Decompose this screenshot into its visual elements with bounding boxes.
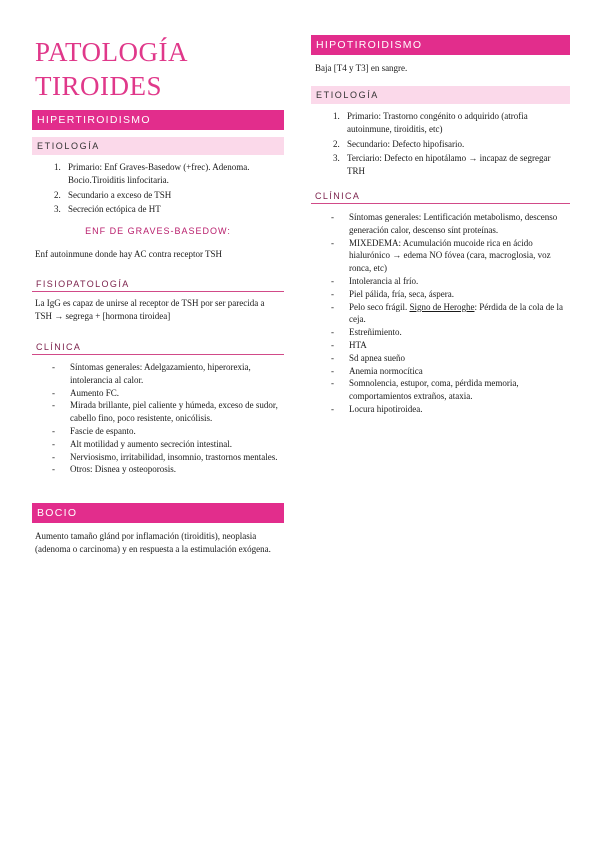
list-item: - Estreñimiento. — [331, 327, 402, 338]
list-item: - Fascie de espanto. — [52, 425, 136, 436]
list-item: - Alt motilidad y aumento secreción intestinal. — [52, 438, 232, 449]
list-item: - Piel pálida, fría, seca, áspera. — [331, 288, 454, 299]
list-item: - Nerviosismo, irritabilidad, insomnio, trastornos mentales. — [52, 451, 278, 462]
list-item: - HTA — [331, 339, 367, 350]
section-heading-bocio: BOCIO — [32, 503, 284, 523]
subheading-clinica-hiper: CLÍNICA — [32, 340, 284, 355]
hipotiroidismo-intro: Baja [T4 y T3] en sangre. — [315, 63, 408, 73]
list-item: - Otros: Disnea y osteoporosis. — [52, 464, 176, 475]
list-item: 2. Secundario a exceso de TSH — [54, 189, 172, 200]
clinica-hiper-list — [32, 361, 284, 476]
subheading-fisiopatologia: FISIOPATOLOGÍA — [32, 277, 284, 292]
fisiopatologia-text: La IgG es capaz de unirse al receptor de TSH por ser parecida a TSH → segrega + [hormona tiroidea] — [35, 298, 265, 321]
list-item: 3. Secreción ectópica de HT — [54, 204, 161, 215]
list-item: - MIXEDEMA: Acumulación mucoide rica en ácido hialurónico → edema NO fóvea (cara, macroglosia, voz ronca, etc) — [331, 237, 551, 274]
list-item: - Pelo seco frágil. Signo de Heroghe: Pérdida de la cola de la ceja. — [331, 301, 563, 325]
page-title-line1: PATOLOGÍA — [35, 37, 189, 67]
page-title — [35, 35, 188, 103]
list-item: 3. Terciario: Defecto en hipotálamo → incapaz de segregar TRH — [333, 153, 551, 177]
clinica-hipo-list — [311, 211, 564, 416]
etiologia-hiper-list — [32, 161, 284, 216]
signo-heroghe-link: Signo de Heroghe — [409, 301, 475, 312]
list-item: - Síntomas generales: Adelgazamiento, hiperorexia, intolerancia al calor. — [52, 362, 251, 385]
section-heading-hipotiroidismo: HIPOTIROIDISMO — [311, 35, 570, 55]
list-item: 2. Secundario: Defecto hipofisario. — [333, 138, 465, 149]
list-item: 1. Primario: Enf Graves-Basedow (+frec). Adenoma. Bocio.Tiroiditis linfocitaria. — [54, 162, 250, 185]
subheading-etiologia-hipo: ETIOLOGÍA — [311, 86, 570, 104]
graves-heading: ENF DE GRAVES-BASEDOW: — [85, 226, 231, 236]
list-item: - Anemia normocítica — [331, 365, 423, 376]
list-item: - Mirada brillante, piel caliente y húmeda, exceso de sudor, cabello fino, poco resistente, onicólisis. — [52, 400, 278, 424]
bocio-text: Aumento tamaño glánd por inflamación (tiroiditis), neoplasia (adenoma o carcinoma) y en respuesta a la estimulación exógena. — [35, 531, 271, 554]
list-item: - Intolerancia al frío. — [331, 275, 419, 286]
section-heading-hipertiroidismo: HIPERTIROIDISMO — [32, 110, 284, 130]
graves-text: Enf autoinmune donde hay AC contra receptor TSH — [35, 249, 223, 259]
subheading-etiologia-hiper: ETIOLOGÍA — [32, 137, 284, 155]
etiologia-hipo-list — [311, 110, 557, 178]
list-item: - Síntomas generales: Lentificación metabolismo, descenso generación calor, descenso sínt proteínas. — [331, 212, 558, 235]
subheading-clinica-hipo: CLÍNICA — [311, 189, 570, 204]
list-item: 1. Primario: Trastorno congénito o adquirido (atrofia autoinmune, tiroiditis, etc) — [333, 111, 528, 134]
list-item: - Aumento FC. — [52, 387, 120, 398]
page-title-line2: TIROIDES — [35, 71, 162, 101]
list-item: - Somnolencia, estupor, coma, pérdida memoria, comportamientos extraños, ataxia. — [331, 378, 519, 402]
list-item: - Locura hipotiroidea. — [331, 403, 423, 414]
list-item: - Sd apnea sueño — [331, 352, 405, 363]
